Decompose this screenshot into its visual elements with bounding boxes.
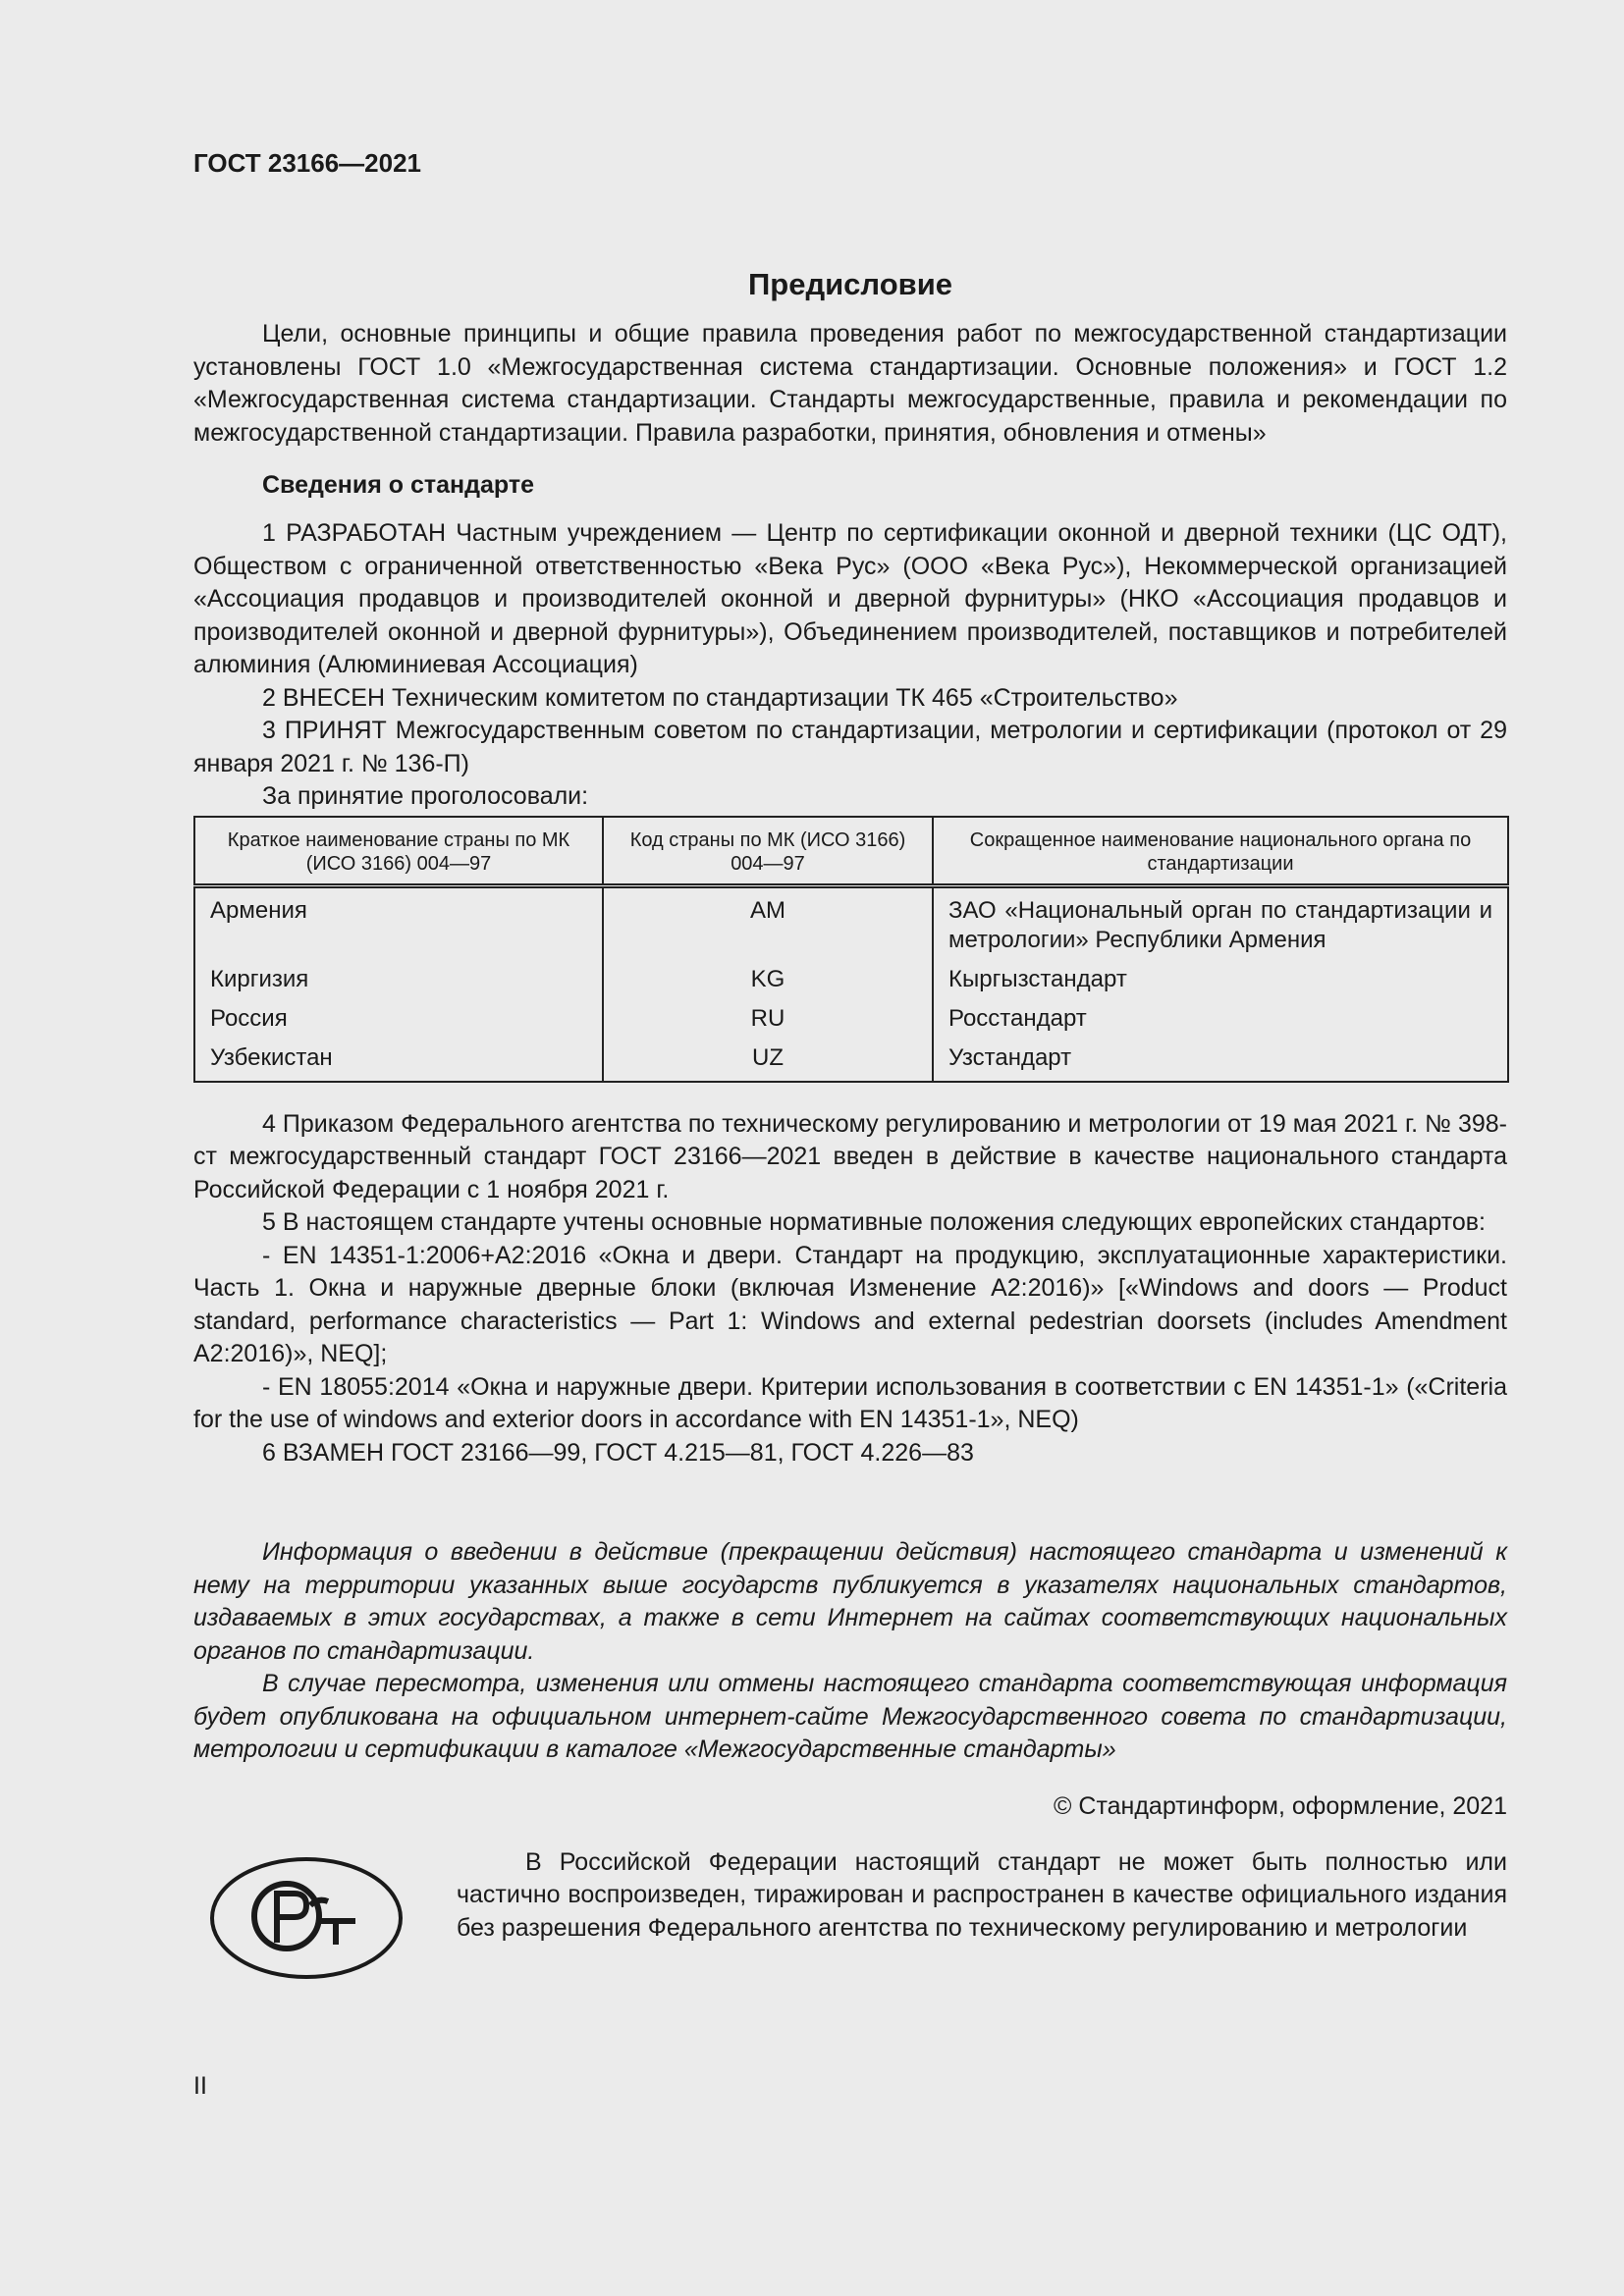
voted-label: За принятие проголосовали:	[262, 782, 589, 810]
item-developed: 1 РАЗРАБОТАН Частным учреждением — Центр по сертификации оконной и дверной техники (ЦС ОДТ), Обществом с ограниченной ответственностью «Века Рус» (ООО «Века Рус»), Некоммерческой организацией «Ассоциация продавцов и производителей оконной и дверной фурнитуры» (НКО «Ассоциация продавцов и производителей оконной и дверной фурнитуры»), Объединением производителей, поставщиков и потребителей алюминия (Алюминиевая Ассоциация)	[193, 519, 1507, 678]
table-row	[194, 998, 1508, 1038]
national-body-cell: Кыргызстандарт	[933, 959, 1508, 998]
code-cell: RU	[603, 998, 933, 1038]
national-body-cell: Узстандарт	[933, 1038, 1508, 1082]
item-european-standards: 5 В настоящем стандарте учтены основные нормативные положения следующих европейских стандартов:	[262, 1208, 1486, 1236]
table-header-country: Краткое наименование страны по МК (ИСО 3166) 004—97	[194, 817, 603, 886]
document-page	[193, 137, 1507, 1994]
footer	[193, 1846, 1507, 1994]
item-enacted: 4 Приказом Федерального агентства по техническому регулированию и метрологии от 19 мая 2021 г. № 398-ст межгосударственный стандарт ГОСТ 23166—2021 введен в действие в качестве национального стандарта Российской Федерации с 1 ноября 2021 г.	[193, 1109, 1507, 1203]
country-cell: Россия	[194, 998, 603, 1038]
country-cell: Узбекистан	[194, 1038, 603, 1082]
national-body-cell: ЗАО «Национальный орган по стандартизации и метрологии» Республики Армения	[933, 885, 1508, 959]
item-adopted: 3 ПРИНЯТ Межгосударственным советом по стандартизации, метрологии и сертификации (протокол от 29 января 2021 г. № 136-П)	[193, 717, 1507, 777]
table-header-code: Код страны по МК (ИСО 3166) 004—97	[603, 817, 933, 886]
item-introduced: 2 ВНЕСЕН Техническим комитетом по стандартизации ТК 465 «Строительство»	[262, 683, 1178, 712]
info-block	[193, 1536, 1507, 1767]
code-cell: KG	[603, 959, 933, 998]
info-paragraph: Информация о введении в действие (прекращении действия) настоящего стандарта и изменений к нему на территории указанных выше государств публикуется в указателях национальных стандартов, издаваемых в этих государствах, а также в сети Интернет на сайтах соответствующих национальных органов по стандартизации.	[193, 1538, 1507, 1665]
reproduction-notice: В Российской Федерации настоящий стандарт не может быть полностью или частично воспроизведен, тиражирован и распространен в качестве официального издания без разрешения Федерального агентства по техническому регулированию и метрологии	[457, 1847, 1507, 1942]
intro-paragraph: Цели, основные принципы и общие правила проведения работ по межгосударственной стандартизации установлены ГОСТ 1.0 «Межгосударственная система стандартизации. Основные положения» и ГОСТ 1.2 «Межгосударственная система стандартизации. Стандарты межгосударственные, правила и рекомендации по межгосударственной стандартизации. Правила разработки, принятия, обновления и отмены»	[193, 320, 1507, 447]
copyright-line: © Стандартинформ, оформление, 2021	[1054, 1791, 1507, 1820]
table-header-body: Сокращенное наименование национального органа по стандартизации	[933, 817, 1508, 886]
item-en-14351: - EN 14351-1:2006+A2:2016 «Окна и двери. Стандарт на продукцию, эксплуатационные характеристики. Часть 1. Окна и наружные дверные блоки (включая Изменение A2:2016)» [«Windows and doors — Product standard, performance characteristics — Part 1: Windows and external pedestrian doorsets (includes Amendment A2:2016)», NEQ];	[193, 1241, 1507, 1367]
table-row	[194, 885, 1508, 959]
page-title: Предисловие	[747, 267, 952, 301]
doc-code-header: ГОСТ 23166—2021	[193, 148, 421, 178]
item-replaces: 6 ВЗАМЕН ГОСТ 23166—99, ГОСТ 4.215—81, ГОСТ 4.226—83	[262, 1438, 974, 1467]
page-number: II	[193, 2072, 207, 2100]
table-row	[194, 1038, 1508, 1082]
national-body-cell: Росстандарт	[933, 998, 1508, 1038]
votes-table	[193, 816, 1509, 1083]
item-en-18055: - EN 18055:2014 «Окна и наружные двери. Критерии использования в соответствии с EN 14351-1» («Criteria for the use of windows and exterior doors in accordance with EN 14351-1», NEQ)	[193, 1372, 1507, 1433]
country-cell: Киргизия	[194, 959, 603, 998]
code-cell: UZ	[603, 1038, 933, 1082]
table-row	[194, 959, 1508, 998]
country-cell: Армения	[194, 885, 603, 959]
section-title: Сведения о стандарте	[262, 471, 535, 499]
table-header-row	[194, 817, 1508, 886]
rst-certification-logo-icon	[208, 1854, 405, 1982]
code-cell: AM	[603, 885, 933, 959]
info-paragraph: В случае пересмотра, изменения или отмены настоящего стандарта соответствующая информация будет опубликована на официальном интернет-сайте Межгосударственного совета по стандартизации, метрологии и сертификации в каталоге «Межгосударственные стандарты»	[193, 1670, 1507, 1763]
